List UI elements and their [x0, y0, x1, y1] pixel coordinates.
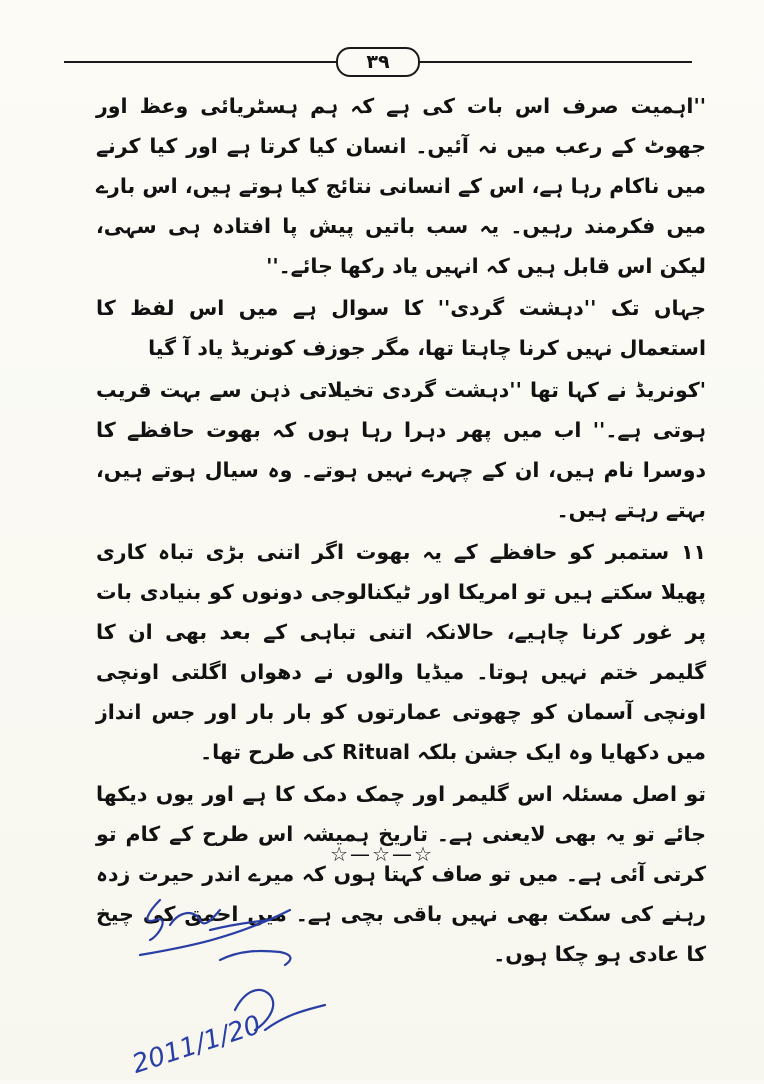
paragraph-5: تو اصل مسئلہ اس گلیمر اور چمک دمک کا ہے اور یوں دیکھا جائے تو یہ بھی لایعنی ہے۔ تاریخ ہمیشہ اس طرح کے کام تو کرتی آئی ہے۔ میں تو صاف کہتا ہوں کہ میرے اندر حیرت زدہ رہنے کی سکت بھی نہیں باقی بچی ہے۔ میں احمق کی چیخ کا عادی ہو چکا ہوں۔	[96, 782, 706, 966]
paragraph-3: 'کونریڈ نے کہا تھا ''دہشت گردی تخیلاتی ذہن سے بہت قریب ہوتی ہے۔'' اب میں پھر دہرا رہا ہوں کہ بھوت حافظے کا دوسرا نام ہیں، ان کے چہرے نہیں ہوتے۔ وہ سیال ہوتے ہیں، بہتے رہتے ہیں۔	[96, 378, 706, 522]
paragraph-1: ''اہمیت صرف اس بات کی ہے کہ ہم ہسٹریائی وعظ اور جھوٹ کے رعب میں نہ آئیں۔ انسان کیا کرتا ہے اور کیا کرنے میں ناکام رہا ہے، اس کے انسانی نتائج کیا ہوتے ہیں، اس بارے میں فکرمند رہیں۔ یہ سب باتیں پیش پا افتادہ ہی سہی، لیکن اس قابل ہیں کہ انہیں یاد رکھا جائے۔''	[96, 94, 706, 278]
paragraph-4: ۱۱ ستمبر کو حافظے کے یہ بھوت اگر اتنی بڑی تباہ کاری پھیلا سکتے ہیں تو امریکا اور ٹیکنالوجی دونوں کو بنیادی بات پر غور کرنا چاہیے، حالانکہ اتنی تباہی کے بعد بھی ان کا گلیمر ختم نہیں ہوتا۔ میڈیا والوں نے دھواں اگلتی اونچی اونچی آسمان کو چھوتی عمارتوں کو بار بار اور جس انداز میں دکھایا وہ ایک جشن بلکہ Ritual کی طرح تھا۔	[96, 540, 706, 764]
signature-date: 2011/1/20	[128, 1010, 265, 1080]
page-number: ۳۹	[336, 47, 420, 77]
paragraph-2: جہاں تک ''دہشت گردی'' کا سوال ہے میں اس لفظ کا استعمال نہیں کرنا چاہتا تھا، مگر جوزف کونریڈ یاد آ گیا	[96, 296, 706, 360]
page-header	[64, 44, 692, 74]
section-separator: ☆—☆—☆	[330, 842, 434, 866]
